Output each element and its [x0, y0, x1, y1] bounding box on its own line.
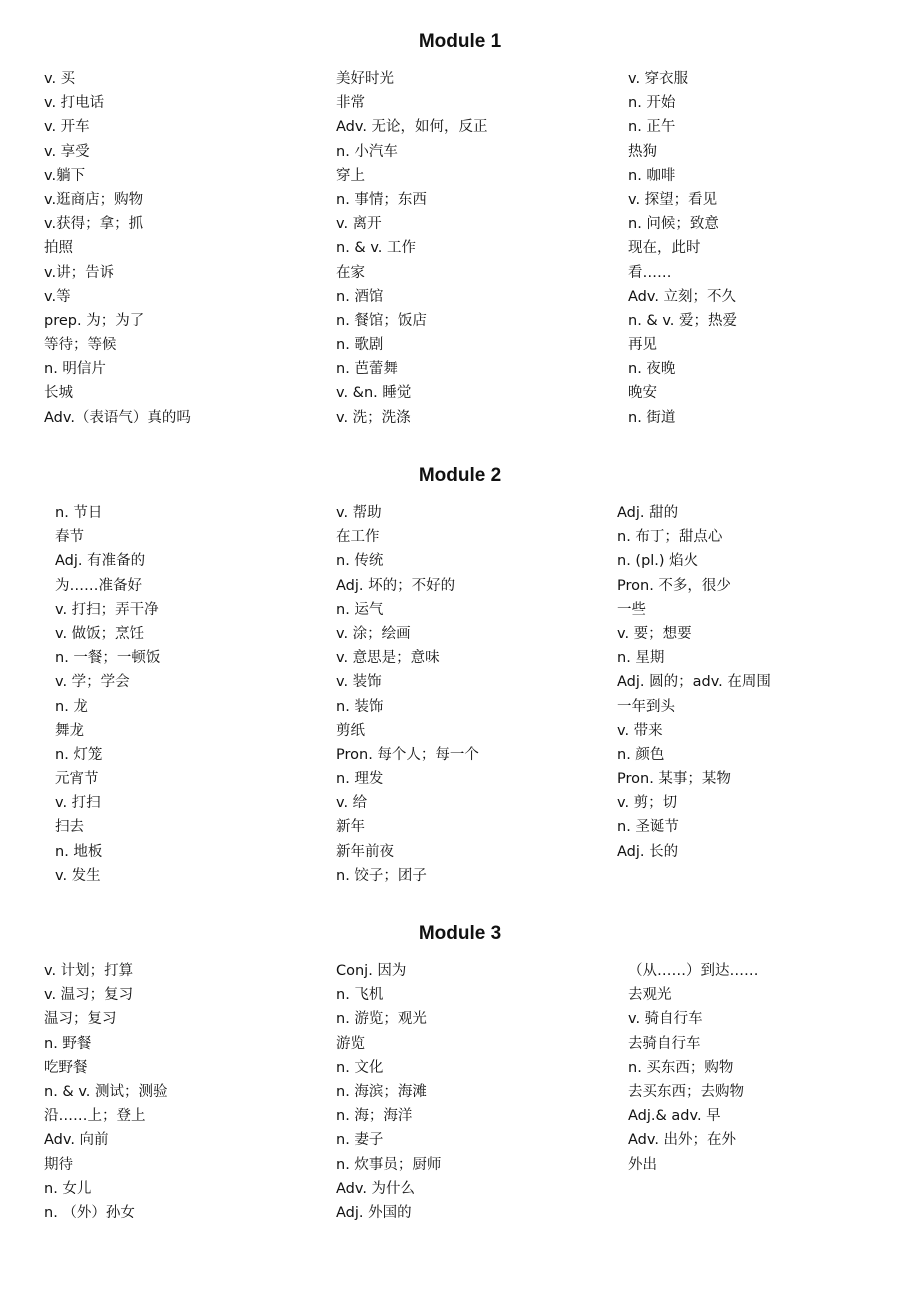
- vocab-entry: Adv. 向前: [44, 1132, 109, 1149]
- vocab-entry: n. & v. 爱；热爱: [628, 312, 737, 329]
- vocab-entry: n. 饺子；团子: [336, 867, 427, 884]
- vocab-entry: n. 街道: [628, 409, 676, 426]
- vocab-entry: n. 歌剧: [336, 337, 384, 354]
- vocab-entry: 晚安: [628, 385, 657, 402]
- vocab-entry: n. 买东西；购物: [628, 1059, 734, 1076]
- vocab-entry: v. 做饭；烹饪: [55, 625, 145, 642]
- vocab-entry: v. 给: [336, 795, 368, 812]
- vocab-entry: prep. 为；为了: [44, 312, 145, 329]
- vocab-entry: v. 享受: [44, 143, 90, 160]
- vocab-entry: n. 一餐；一顿饭: [55, 650, 161, 667]
- vocab-entry: v. 意思是；意味: [336, 650, 440, 667]
- vocab-entry: 期待: [44, 1156, 73, 1173]
- vocab-entry: Adj. 坏的；不好的: [336, 577, 456, 594]
- vocab-entry: n. 飞机: [336, 987, 384, 1004]
- vocab-entry: v.讲；告诉: [44, 264, 115, 281]
- vocab-entry: n. 地板: [55, 843, 103, 860]
- vocab-entry: 春节: [55, 529, 84, 546]
- module-2-column-1: [55, 501, 160, 888]
- vocab-entry: n. 运气: [336, 601, 384, 618]
- module-2-column-2: [336, 501, 479, 888]
- vocab-entry: Adv. 为什么: [336, 1180, 416, 1197]
- vocab-entry: v. 计划；打算: [44, 963, 134, 979]
- vocab-entry: 温习；复习: [44, 1011, 117, 1028]
- vocab-entry: v. 学；学会: [55, 674, 130, 691]
- vocab-entry: v. &n. 睡觉: [336, 385, 412, 402]
- vocab-entry: 沿……上；登上: [44, 1108, 146, 1125]
- vocab-entry: Pron. 每个人；每一个: [336, 746, 479, 763]
- vocab-entry: n. 小汽车: [336, 143, 398, 160]
- module-3-column-3: [628, 959, 759, 1177]
- vocab-entry: Adj. 外国的: [336, 1204, 412, 1221]
- vocab-entry: 新年: [336, 819, 365, 836]
- vocab-entry: 长城: [44, 385, 73, 402]
- vocab-entry: n. 装饰: [336, 698, 384, 715]
- vocab-entry: 看……: [628, 264, 672, 281]
- vocab-entry: 扫去: [55, 819, 84, 836]
- vocab-entry: v. 买: [44, 71, 76, 87]
- vocab-entry: n. 理发: [336, 771, 384, 788]
- vocab-entry: v. 发生: [55, 867, 101, 884]
- vocab-entry: v. 离开: [336, 216, 382, 233]
- vocab-entry: n. 夜晚: [628, 361, 676, 378]
- vocab-entry: n. 事情；东西: [336, 191, 427, 208]
- vocab-entry: n. 龙: [55, 698, 88, 715]
- module-3-column-1: [44, 959, 168, 1225]
- vocab-entry: Adj.& adv. 早: [628, 1108, 721, 1125]
- vocab-entry: 剪纸: [336, 722, 365, 739]
- vocab-entry: v. 探望；看见: [628, 191, 718, 208]
- vocab-entry: n. 问候；致意: [628, 216, 719, 233]
- vocab-entry: v. 骑自行车: [628, 1011, 703, 1028]
- vocab-entry: n. 海滨；海滩: [336, 1083, 427, 1100]
- vocab-entry: v.获得；拿；抓: [44, 216, 144, 233]
- vocab-entry: 美好时光: [336, 71, 394, 87]
- vocab-entry: n. （外）孙女: [44, 1204, 135, 1221]
- vocab-entry: 等待；等候: [44, 337, 117, 354]
- vocab-entry: Adv. 无论，如何，反正: [336, 119, 488, 136]
- vocab-entry: n. 灯笼: [55, 746, 103, 763]
- vocab-entry: v. 打电话: [44, 95, 105, 112]
- vocab-entry: n. & v. 测试；测验: [44, 1083, 168, 1100]
- vocab-entry: 元宵节: [55, 771, 99, 788]
- vocab-entry: v. 开车: [44, 119, 90, 136]
- vocab-entry: v.逛商店；购物: [44, 191, 144, 208]
- vocab-entry: 一年到头: [617, 698, 675, 715]
- vocab-entry: n. 芭蕾舞: [336, 361, 398, 378]
- vocab-entry: n. & v. 工作: [336, 240, 416, 257]
- module-1-column-3: [628, 67, 737, 430]
- vocab-entry: 热狗: [628, 143, 657, 160]
- vocab-entry: n. 开始: [628, 95, 676, 112]
- vocab-entry: 舞龙: [55, 722, 84, 739]
- vocab-entry: 游览: [336, 1035, 365, 1052]
- vocab-entry: n. 文化: [336, 1059, 384, 1076]
- vocab-entry: Adj. 甜的: [617, 505, 679, 521]
- vocab-entry: 去观光: [628, 987, 672, 1004]
- vocab-entry: Adj. 长的: [617, 843, 679, 860]
- vocab-entry: n. 游览；观光: [336, 1011, 427, 1028]
- vocab-entry: 在家: [336, 264, 365, 281]
- module-2-column-3: [617, 501, 771, 864]
- vocab-entry: n. 节日: [55, 505, 103, 521]
- vocab-entry: n. 传统: [336, 553, 384, 570]
- vocab-entry: v. 温习；复习: [44, 987, 134, 1004]
- vocab-entry: Adv. 出外；在外: [628, 1132, 737, 1149]
- vocab-entry: Adv. 立刻；不久: [628, 288, 737, 305]
- vocab-entry: n. 妻子: [336, 1132, 384, 1149]
- vocab-entry: n. 颜色: [617, 746, 665, 763]
- vocab-entry: Adv.（表语气）真的吗: [44, 409, 191, 426]
- vocab-entry: 为……准备好: [55, 577, 142, 594]
- vocab-entry: n. 炊事员；厨师: [336, 1156, 442, 1173]
- vocab-entry: v. 打扫: [55, 795, 101, 812]
- vocab-entry: Adj. 圆的；adv. 在周围: [617, 674, 771, 691]
- vocab-entry: 在工作: [336, 529, 380, 546]
- vocab-entry: Pron. 某事；某物: [617, 771, 731, 788]
- module-3-column-2: [336, 959, 441, 1225]
- vocab-entry: 去买东西；去购物: [628, 1083, 744, 1100]
- vocab-entry: 吃野餐: [44, 1059, 88, 1076]
- vocab-entry: v. 要；想要: [617, 625, 692, 642]
- vocab-entry: n. 酒馆: [336, 288, 384, 305]
- vocab-entry: 穿上: [336, 167, 365, 184]
- module-1-title: Module 1: [418, 31, 502, 52]
- vocab-entry: v. 涂；绘画: [336, 625, 411, 642]
- vocab-entry: n. 野餐: [44, 1035, 92, 1052]
- vocab-entry: 再见: [628, 337, 657, 354]
- vocab-entry: v.躺下: [44, 167, 86, 184]
- vocab-entry: Pron. 不多，很少: [617, 577, 731, 594]
- vocab-entry: n. (pl.) 焰火: [617, 553, 699, 570]
- vocab-entry: n. 圣诞节: [617, 819, 679, 836]
- vocab-entry: n. 明信片: [44, 361, 106, 378]
- module-1-column-1: [44, 67, 191, 430]
- vocab-entry: Conj. 因为: [336, 963, 407, 979]
- vocab-entry: v. 剪；切: [617, 795, 678, 812]
- vocab-entry: （从……）到达……: [628, 963, 759, 979]
- vocab-entry: v. 穿衣服: [628, 71, 689, 87]
- vocab-entry: v. 洗；洗涤: [336, 409, 411, 426]
- vocab-entry: n. 咖啡: [628, 167, 676, 184]
- vocab-entry: v. 帮助: [336, 505, 382, 521]
- vocab-entry: 现在，此时: [628, 240, 701, 257]
- vocab-entry: 非常: [336, 95, 365, 112]
- module-2-title: Module 2: [418, 465, 502, 486]
- vocab-entry: 一些: [617, 601, 646, 618]
- vocab-entry: 新年前夜: [336, 843, 394, 860]
- vocab-entry: 去骑自行车: [628, 1035, 701, 1052]
- vocab-entry: 外出: [628, 1156, 657, 1173]
- vocab-entry: Adj. 有准备的: [55, 553, 146, 570]
- vocab-entry: n. 海；海洋: [336, 1108, 413, 1125]
- vocab-entry: v. 打扫；弄干净: [55, 601, 159, 618]
- vocab-entry: v.等: [44, 288, 71, 305]
- vocab-entry: n. 布丁；甜点心: [617, 529, 723, 546]
- module-3-title: Module 3: [418, 923, 502, 944]
- module-1-column-2: [336, 67, 488, 430]
- vocab-entry: 拍照: [44, 240, 73, 257]
- vocab-entry: n. 餐馆；饭店: [336, 312, 427, 329]
- vocab-entry: v. 带来: [617, 722, 663, 739]
- vocab-entry: n. 女儿: [44, 1180, 92, 1197]
- vocab-entry: n. 星期: [617, 650, 665, 667]
- vocab-entry: n. 正午: [628, 119, 676, 136]
- vocab-entry: v. 装饰: [336, 674, 382, 691]
